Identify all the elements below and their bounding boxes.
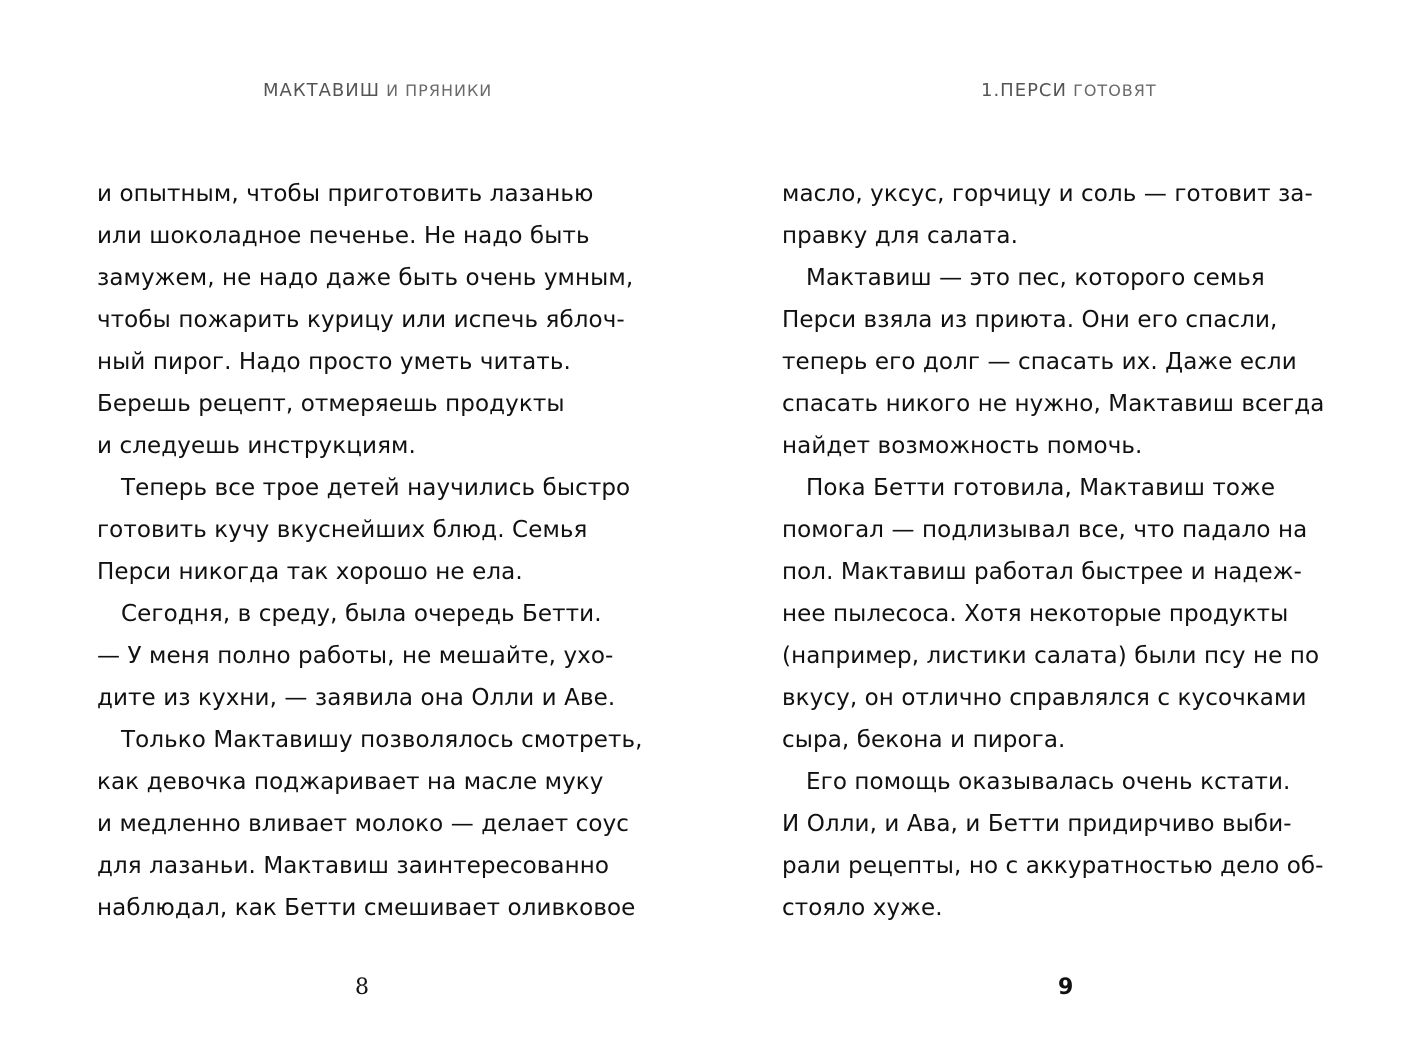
running-head-chapter-title bbox=[981, 80, 1157, 101]
running-head-book-title bbox=[263, 80, 492, 101]
text-line: Берешь рецепт, отмеряешь продукты bbox=[97, 391, 565, 417]
page-number: 8 bbox=[355, 975, 369, 1000]
text-line: Мактавиш — это пес, которого семья bbox=[806, 265, 1265, 291]
text-line: или шоколадное печенье. Не надо быть bbox=[97, 223, 590, 249]
text-line: найдет возможность помочь. bbox=[782, 433, 1143, 459]
text-line: Только Мактавишу позволялось смотреть, bbox=[121, 727, 643, 753]
text-line: — У меня полно работы, не мешайте, ухо- bbox=[97, 643, 614, 669]
body-text bbox=[782, 173, 1324, 929]
text-line: и медленно вливает молоко — делает соус bbox=[97, 811, 630, 837]
text-line: теперь его долг — спасать их. Даже если bbox=[782, 349, 1297, 375]
text-line: Пока Бетти готовила, Мактавиш тоже bbox=[806, 475, 1276, 501]
running-head-lead: 1.ПЕРСИ bbox=[981, 80, 1067, 101]
running-head-rest: И ПРЯНИКИ bbox=[380, 81, 493, 100]
right-page bbox=[702, 0, 1404, 1045]
page-number: 9 bbox=[1058, 975, 1074, 1000]
text-line: сыра, бекона и пирога. bbox=[782, 727, 1066, 753]
text-line: помогал — подлизывал все, что падало на bbox=[782, 517, 1308, 543]
running-head-rest: ГОТОВЯТ bbox=[1066, 81, 1157, 100]
text-line: Теперь все трое детей научились быстро bbox=[121, 475, 631, 501]
text-line: для лазаньи. Мактавиш заинтересованно bbox=[97, 853, 610, 879]
text-line: Его помощь оказывалась очень кстати. bbox=[806, 769, 1291, 795]
text-line: наблюдал, как Бетти смешивает оливковое bbox=[97, 895, 636, 921]
text-line: нее пылесоса. Хотя некоторые продукты bbox=[782, 601, 1289, 627]
text-line: замужем, не надо даже быть очень умным, bbox=[97, 265, 634, 291]
text-line: дите из кухни, — заявила она Олли и Аве. bbox=[97, 685, 616, 711]
text-line: чтобы пожарить курицу или испечь яблоч- bbox=[97, 307, 625, 333]
running-head-lead: МАКТАВИШ bbox=[263, 80, 380, 101]
text-line: Перси никогда так хорошо не ела. bbox=[97, 559, 523, 585]
body-text bbox=[97, 173, 643, 929]
text-line: готовить кучу вкуснейших блюд. Семья bbox=[97, 517, 588, 543]
text-line: рали рецепты, но с аккуратностью дело об- bbox=[782, 853, 1324, 879]
text-line: вкусу, он отлично справлялся с кусочками bbox=[782, 685, 1307, 711]
text-line: масло, уксус, горчицу и соль — готовит за- bbox=[782, 181, 1313, 207]
text-line: Сегодня, в среду, была очередь Бетти. bbox=[121, 601, 602, 627]
text-line: как девочка поджаривает на масле муку bbox=[97, 769, 604, 795]
text-line: пол. Мактавиш работал быстрее и надеж- bbox=[782, 559, 1302, 585]
text-line: стояло хуже. bbox=[782, 895, 943, 921]
text-line: И Олли, и Ава, и Бетти придирчиво выби- bbox=[782, 811, 1292, 837]
text-line: (например, листики салата) были псу не по bbox=[782, 643, 1320, 669]
text-line: и опытным, чтобы приготовить лазанью bbox=[97, 181, 594, 207]
text-line: ный пирог. Надо просто уметь читать. bbox=[97, 349, 571, 375]
text-line: и следуешь инструкциям. bbox=[97, 433, 416, 459]
text-line: спасать никого не нужно, Мактавиш всегда bbox=[782, 391, 1325, 417]
text-line: Перси взяла из приюта. Они его спасли, bbox=[782, 307, 1278, 333]
text-line: правку для салата. bbox=[782, 223, 1018, 249]
